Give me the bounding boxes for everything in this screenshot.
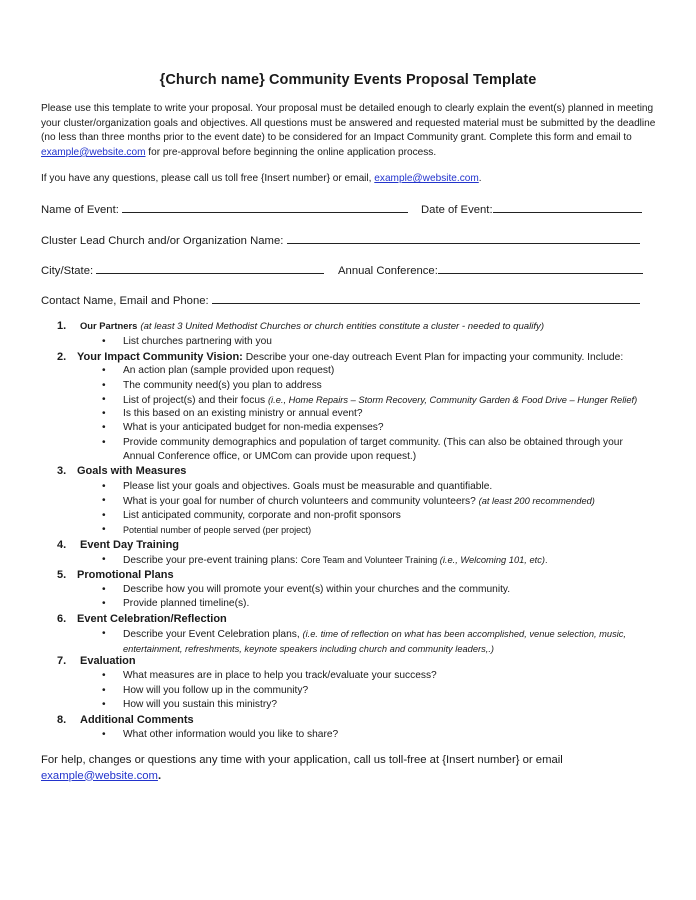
section-number: 6. — [57, 613, 67, 625]
list-item-small: Core Team and Volunteer Training — [300, 555, 440, 565]
bullet-icon: • — [102, 380, 106, 391]
list-item-text: Is this based on an existing ministry or annual event? — [123, 408, 363, 419]
city-blank[interactable] — [96, 262, 324, 274]
list-item-italic: (at least 200 recommended) — [478, 496, 595, 506]
intro-text: Please use this template to write your proposal. Your proposal must be detailed enough to clearly explain the event(s) planned in meeting your cluster/organization goals and objectives. All questions must be answered and requested material must be submitted by the deadline (no less than three months prior to the event date) to be considered for an Impact Community grant. Complete this form and email to — [41, 103, 656, 144]
intro-email-link[interactable]: example@website.com — [41, 146, 146, 158]
bullet-icon: • — [102, 524, 106, 535]
bullet-icon: • — [102, 481, 106, 492]
list-item-text: How will you sustain this ministry? — [123, 699, 277, 710]
contact-label: Contact Name, Email and Phone: — [41, 295, 209, 307]
bullet-icon: • — [102, 685, 106, 696]
section-label: Our Partners — [80, 320, 138, 331]
footer-email-link[interactable]: example@website.com — [41, 769, 158, 782]
bullet-icon: • — [102, 729, 106, 740]
list-item-text: What other information would you like to share? — [123, 729, 339, 740]
question-text: If you have any questions, please call us toll free {Insert number} or email, — [41, 173, 375, 184]
bullet-icon: • — [102, 365, 106, 376]
event-name-field — [41, 201, 408, 217]
section-label: Evaluation — [80, 655, 136, 667]
conference-field — [338, 262, 643, 278]
bullet-icon: • — [102, 584, 106, 595]
event-name-label: Name of Event: — [41, 204, 119, 216]
list-item-text: Describe your pre-event training plans: — [123, 555, 301, 566]
footer-paragraph — [41, 753, 661, 784]
list-item-text: How will you follow up in the community? — [123, 685, 309, 696]
list-item-text: Please list your goals and objectives. Goals must be measurable and quantifiable. — [123, 481, 493, 492]
section-label: Event Day Training — [80, 539, 180, 551]
footer-end: . — [157, 769, 162, 782]
section-number: 2. — [57, 351, 67, 363]
contact-blank[interactable] — [212, 292, 640, 304]
event-name-blank[interactable] — [122, 201, 408, 213]
list-item-text: What measures are in place to help you track/evaluate your success? — [123, 670, 437, 681]
cluster-blank[interactable] — [287, 232, 640, 244]
list-item-italic: (i.e. time of reflection on what has been accomplished, venue selection, music, entertainment, refreshments, keynote speakers including church and community leaders,.) — [123, 629, 627, 655]
list-item-text: Provide planned timeline(s). — [123, 598, 250, 609]
question-line — [41, 172, 482, 186]
footer-text: For help, changes or questions any time with your application, call us toll-free at {Insert number} or email — [41, 754, 563, 766]
list-item-text: An action plan (sample provided upon request) — [123, 365, 335, 376]
section-number: 1. — [57, 320, 67, 332]
list-item-italic: (i.e., Welcoming 101, etc) — [439, 555, 545, 565]
bullet-icon: • — [102, 437, 106, 448]
section-label: Event Celebration/Reflection — [77, 613, 227, 625]
list-item-text: List of project(s) and their focus — [123, 395, 268, 406]
event-date-label: Date of Event: — [421, 204, 493, 216]
bullet-icon: • — [102, 628, 106, 639]
page-title: {Church name} Community Events Proposal Template — [159, 72, 537, 88]
list-item-text: List churches partnering with you — [123, 336, 272, 347]
bullet-icon: • — [102, 554, 106, 565]
cluster-field — [41, 232, 640, 248]
list-item-text: Provide community demographics and population of target community. (This can also be obtained through your Annual Conference office, or UMCom can provide upon request.) — [123, 437, 623, 463]
list-item-text: Describe your Event Celebration plans, — [123, 629, 303, 640]
section-note: (at least 3 United Methodist Churches or church entities constitute a cluster - needed to qualify) — [140, 321, 545, 332]
section-label: Additional Comments — [80, 714, 194, 726]
list-item-text: What is your anticipated budget for non-media expenses? — [123, 422, 384, 433]
bullet-icon: • — [102, 336, 106, 347]
section-description: Describe your one-day outreach Event Plan for impacting your community. Include: — [242, 352, 624, 363]
section-number: 4. — [57, 539, 67, 551]
contact-field — [41, 292, 640, 308]
intro-text-after: for pre-approval before beginning the online application process. — [145, 146, 437, 158]
list-item-text: Potential number of people served (per project) — [123, 525, 312, 535]
intro-paragraph — [41, 102, 659, 160]
list-item-text: The community need(s) you plan to address — [123, 380, 322, 391]
list-item-text: List anticipated community, corporate and non-profit sponsors — [123, 510, 401, 521]
bullet-icon: • — [102, 408, 106, 419]
cluster-label: Cluster Lead Church and/or Organization Name: — [41, 235, 284, 247]
conference-label: Annual Conference: — [338, 265, 438, 277]
bullet-icon: • — [102, 422, 106, 433]
conference-blank[interactable] — [438, 262, 643, 274]
event-date-blank[interactable] — [493, 201, 642, 213]
list-item-end: . — [544, 555, 548, 565]
section-number: 3. — [57, 465, 67, 477]
bullet-icon: • — [102, 598, 106, 609]
city-field — [41, 262, 324, 278]
question-email-link[interactable]: example@website.com — [374, 173, 479, 184]
list-item-text: What is your goal for number of church volunteers and community volunteers? — [123, 496, 479, 507]
section-number: 7. — [57, 655, 67, 667]
list-item-italic: (i.e., Home Repairs – Storm Recovery, Community Garden & Food Drive – Hunger Relief) — [267, 395, 638, 405]
bullet-icon: • — [102, 699, 106, 710]
section-label: Goals with Measures — [77, 465, 187, 477]
list-item-text: Describe how you will promote your event(s) within your churches and the community. — [123, 584, 511, 595]
section-label: Promotional Plans — [77, 569, 174, 581]
bullet-icon: • — [102, 510, 106, 521]
bullet-icon: • — [102, 670, 106, 681]
bullet-icon: • — [102, 394, 106, 405]
city-label: City/State: — [41, 265, 94, 277]
bullet-icon: • — [102, 495, 106, 506]
section-label: Your Impact Community Vision: — [77, 351, 243, 363]
section-number: 5. — [57, 569, 67, 581]
section-number: 8. — [57, 714, 67, 726]
question-end: . — [478, 173, 482, 184]
event-date-field — [421, 201, 642, 217]
